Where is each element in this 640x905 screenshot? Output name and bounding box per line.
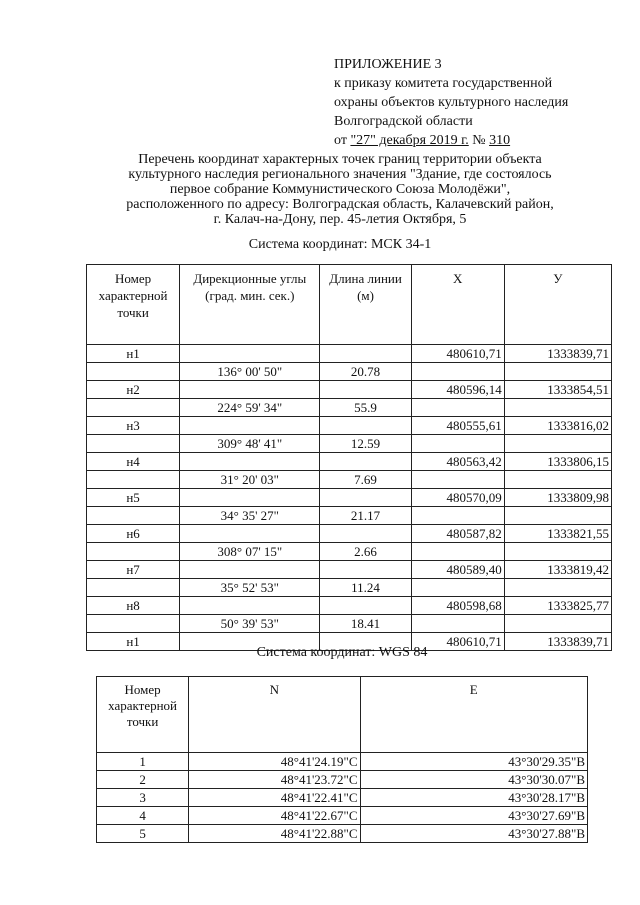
x-cell: 480587,82 xyxy=(411,525,504,543)
x-cell: 480610,71 xyxy=(411,345,504,363)
header-point: Номер характерной точки xyxy=(97,677,189,753)
appendix-block xyxy=(334,55,568,150)
table-header-row xyxy=(87,265,612,345)
y-cell: 1333809,98 xyxy=(504,489,611,507)
angle-cell: 224° 59' 34" xyxy=(180,399,320,417)
point-cell xyxy=(87,615,180,633)
header-length: Длина линии (м) xyxy=(320,265,411,345)
msk-system-title: Система координат: МСК 34-1 xyxy=(248,237,432,252)
table-row xyxy=(87,453,612,471)
table-row xyxy=(97,753,588,771)
heading-line: первое собрание Коммунистического Союза Молодёжи", xyxy=(169,182,511,197)
y-cell xyxy=(504,435,611,453)
length-cell xyxy=(320,597,411,615)
point-cell: н8 xyxy=(87,597,180,615)
point-cell: 1 xyxy=(97,753,189,771)
angle-cell xyxy=(180,417,320,435)
point-cell xyxy=(87,399,180,417)
angle-cell: 309° 48' 41" xyxy=(180,435,320,453)
appendix-date-line xyxy=(334,131,568,150)
wgs-table-body xyxy=(97,753,588,843)
point-cell: н1 xyxy=(87,633,180,651)
header-angle: Дирекционные углы (град. мин. сек.) xyxy=(180,265,320,345)
y-cell: 1333816,02 xyxy=(504,417,611,435)
appendix-title: ПРИЛОЖЕНИЕ 3 xyxy=(334,57,442,72)
x-cell xyxy=(411,507,504,525)
appendix-line: охраны объектов культурного наследия xyxy=(334,95,569,110)
point-cell: 3 xyxy=(97,789,189,807)
header-point: Номер характерной точки xyxy=(87,265,180,345)
x-cell xyxy=(411,579,504,597)
header-n: N xyxy=(189,677,360,753)
e-cell: 43°30'30.07"В xyxy=(360,771,587,789)
table-row xyxy=(87,597,612,615)
angle-cell: 308° 07' 15" xyxy=(180,543,320,561)
y-cell xyxy=(504,471,611,489)
heading-line: Перечень координат характерных точек границ территории объекта xyxy=(138,152,542,167)
y-cell: 1333819,42 xyxy=(504,561,611,579)
length-cell xyxy=(320,453,411,471)
table-row xyxy=(87,381,612,399)
angle-cell: 31° 20' 03" xyxy=(180,471,320,489)
length-cell xyxy=(320,417,411,435)
point-cell xyxy=(87,363,180,381)
number-prefix: № xyxy=(468,133,490,148)
x-cell xyxy=(411,615,504,633)
wgs-system-title: Система координат: WGS 84 xyxy=(256,645,428,660)
x-cell xyxy=(411,435,504,453)
angle-cell xyxy=(180,381,320,399)
e-cell: 43°30'27.88"В xyxy=(360,825,587,843)
angle-cell: 35° 52' 53" xyxy=(180,579,320,597)
point-cell xyxy=(87,543,180,561)
x-cell: 480596,14 xyxy=(411,381,504,399)
y-cell: 1333825,77 xyxy=(504,597,611,615)
y-cell: 1333806,15 xyxy=(504,453,611,471)
x-cell: 480589,40 xyxy=(411,561,504,579)
n-cell: 48°41'22.88"С xyxy=(189,825,360,843)
n-cell: 48°41'23.72"С xyxy=(189,771,360,789)
table-row xyxy=(87,399,612,417)
point-cell: 2 xyxy=(97,771,189,789)
e-cell: 43°30'27.69"В xyxy=(360,807,587,825)
point-cell xyxy=(87,579,180,597)
table-row xyxy=(87,489,612,507)
table-row xyxy=(87,363,612,381)
x-cell xyxy=(411,471,504,489)
n-cell: 48°41'22.67"С xyxy=(189,807,360,825)
y-cell xyxy=(504,615,611,633)
angle-cell xyxy=(180,453,320,471)
x-cell xyxy=(411,543,504,561)
msk-coordinates-table xyxy=(86,264,612,651)
angle-cell xyxy=(180,525,320,543)
table-header-row xyxy=(97,677,588,753)
point-cell: н7 xyxy=(87,561,180,579)
n-cell: 48°41'22.41"С xyxy=(189,789,360,807)
y-cell xyxy=(504,579,611,597)
y-cell: 1333839,71 xyxy=(504,345,611,363)
order-date: "27" декабря 2019 г. xyxy=(350,133,469,148)
length-cell: 7.69 xyxy=(320,471,411,489)
point-cell: 5 xyxy=(97,825,189,843)
angle-cell xyxy=(180,345,320,363)
table-row xyxy=(87,543,612,561)
appendix-line: Волгоградской области xyxy=(334,114,473,129)
table-row xyxy=(87,435,612,453)
length-cell: 55.9 xyxy=(320,399,411,417)
point-cell: н2 xyxy=(87,381,180,399)
heading-line: культурного наследия регионального значения "Здание, где состоялось xyxy=(128,167,552,182)
length-cell: 18.41 xyxy=(320,615,411,633)
table-row xyxy=(97,771,588,789)
e-cell: 43°30'29.35"В xyxy=(360,753,587,771)
table-row xyxy=(87,345,612,363)
date-prefix: от xyxy=(334,133,351,148)
x-cell: 480610,71 xyxy=(411,633,504,651)
document-heading xyxy=(80,152,600,227)
table-row xyxy=(87,471,612,489)
angle-cell xyxy=(180,597,320,615)
x-cell: 480563,42 xyxy=(411,453,504,471)
y-cell: 1333839,71 xyxy=(504,633,611,651)
heading-line: расположенного по адресу: Волгоградская область, Калачевский район, xyxy=(126,197,554,212)
x-cell: 480555,61 xyxy=(411,417,504,435)
y-cell xyxy=(504,399,611,417)
table-row xyxy=(97,825,588,843)
x-cell: 480570,09 xyxy=(411,489,504,507)
angle-cell xyxy=(180,561,320,579)
length-cell xyxy=(320,525,411,543)
length-cell: 11.24 xyxy=(320,579,411,597)
length-cell xyxy=(320,381,411,399)
x-cell: 480598,68 xyxy=(411,597,504,615)
length-cell xyxy=(320,489,411,507)
length-cell xyxy=(320,561,411,579)
wgs-coordinates-table xyxy=(96,676,588,843)
n-cell: 48°41'24.19"С xyxy=(189,753,360,771)
point-cell: н1 xyxy=(87,345,180,363)
point-cell: н3 xyxy=(87,417,180,435)
table-row xyxy=(87,561,612,579)
table-row xyxy=(87,615,612,633)
point-cell xyxy=(87,471,180,489)
header-e: E xyxy=(360,677,587,753)
length-cell: 21.17 xyxy=(320,507,411,525)
angle-cell xyxy=(180,489,320,507)
appendix-line: к приказу комитета государственной xyxy=(334,76,553,91)
point-cell: н5 xyxy=(87,489,180,507)
heading-line: г. Калач-на-Дону, пер. 45-летия Октября, 5 xyxy=(213,212,467,227)
length-cell: 12.59 xyxy=(320,435,411,453)
table-row xyxy=(97,789,588,807)
e-cell: 43°30'28.17"В xyxy=(360,789,587,807)
header-x: X xyxy=(411,265,504,345)
length-cell xyxy=(320,345,411,363)
table-row xyxy=(87,525,612,543)
y-cell xyxy=(504,543,611,561)
header-y: У xyxy=(504,265,611,345)
angle-cell: 34° 35' 27" xyxy=(180,507,320,525)
length-cell: 2.66 xyxy=(320,543,411,561)
table-row xyxy=(87,507,612,525)
table-row xyxy=(87,579,612,597)
point-cell: н6 xyxy=(87,525,180,543)
x-cell xyxy=(411,399,504,417)
table-row xyxy=(97,807,588,825)
angle-cell: 136° 00' 50" xyxy=(180,363,320,381)
x-cell xyxy=(411,363,504,381)
order-number: 310 xyxy=(489,133,511,148)
y-cell: 1333821,55 xyxy=(504,525,611,543)
point-cell: 4 xyxy=(97,807,189,825)
angle-cell: 50° 39' 53" xyxy=(180,615,320,633)
point-cell xyxy=(87,507,180,525)
y-cell xyxy=(504,363,611,381)
point-cell xyxy=(87,435,180,453)
y-cell xyxy=(504,507,611,525)
table-row xyxy=(87,417,612,435)
length-cell: 20.78 xyxy=(320,363,411,381)
y-cell: 1333854,51 xyxy=(504,381,611,399)
msk-table-body xyxy=(87,345,612,651)
point-cell: н4 xyxy=(87,453,180,471)
